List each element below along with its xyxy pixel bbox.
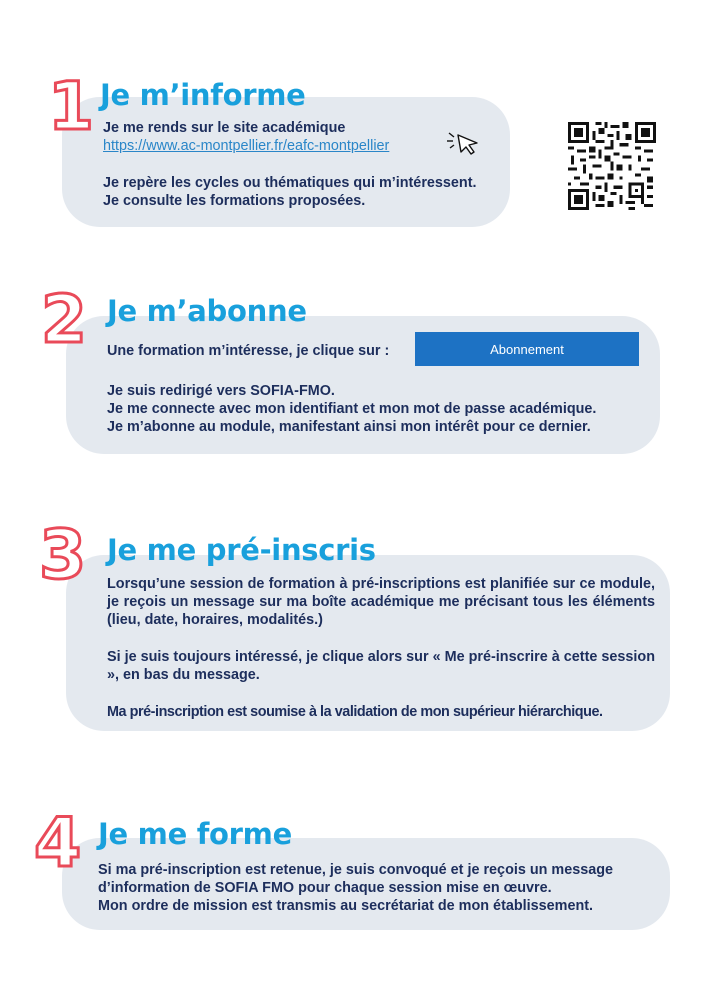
step-4-line-2: d’information de SOFIA FMO pour chaque session mise en œuvre. bbox=[98, 880, 552, 896]
step-2-line-2: Je me connecte avec mon identifiant et mon mot de passe académique. bbox=[107, 401, 597, 417]
step-2-title: Je m’abonne bbox=[107, 294, 307, 328]
step-1-line-3: Je consulte les formations proposées. bbox=[103, 193, 366, 209]
step-1-title: Je m’informe bbox=[100, 78, 306, 112]
step-4-number: 4 bbox=[34, 804, 82, 883]
step-3-paragraph-2: Si je suis toujours intéressé, je clique alors sur « Me pré-inscrire à cette session », en bas du message. bbox=[107, 649, 655, 683]
site-link[interactable]: https://www.ac-montpellier.fr/eafc-montpellier bbox=[103, 138, 390, 154]
step-2-line-3: Je m’abonne au module, manifestant ainsi mon intérêt pour ce dernier. bbox=[107, 419, 591, 435]
step-1-line-2: Je repère les cycles ou thématiques qui m’intéressent. bbox=[103, 175, 477, 191]
subscribe-button[interactable]: Abonnement bbox=[415, 332, 639, 366]
step-2-line-1: Je suis redirigé vers SOFIA-FMO. bbox=[107, 383, 335, 399]
step-3-number: 3 bbox=[39, 516, 87, 595]
step-3-paragraph-3: Ma pré-inscription est soumise à la validation de mon supérieur hiérarchique. bbox=[107, 704, 603, 720]
step-1-number: 1 bbox=[48, 68, 94, 145]
qr-code-icon[interactable] bbox=[568, 122, 656, 210]
step-2-number: 2 bbox=[41, 281, 87, 358]
step-3-title: Je me pré-inscris bbox=[107, 533, 376, 567]
step-1-line-1: Je me rends sur le site académique bbox=[103, 120, 346, 136]
step-4-title: Je me forme bbox=[98, 817, 292, 851]
step-4-line-1: Si ma pré-inscription est retenue, je suis convoqué et je reçois un message bbox=[98, 862, 614, 878]
pointer-cursor-icon bbox=[446, 131, 484, 155]
step-4-line-3: Mon ordre de mission est transmis au secrétariat de mon établissement. bbox=[98, 898, 594, 914]
step-2-intro: Une formation m’intéresse, je clique sur : bbox=[107, 343, 390, 359]
step-3-paragraph-1: Lorsqu’une session de formation à pré-inscriptions est planifiée sur ce module, je reçois un message sur ma boîte académique me précisant tous les éléments (lieu, date, horaires, modalités.) bbox=[107, 576, 655, 628]
